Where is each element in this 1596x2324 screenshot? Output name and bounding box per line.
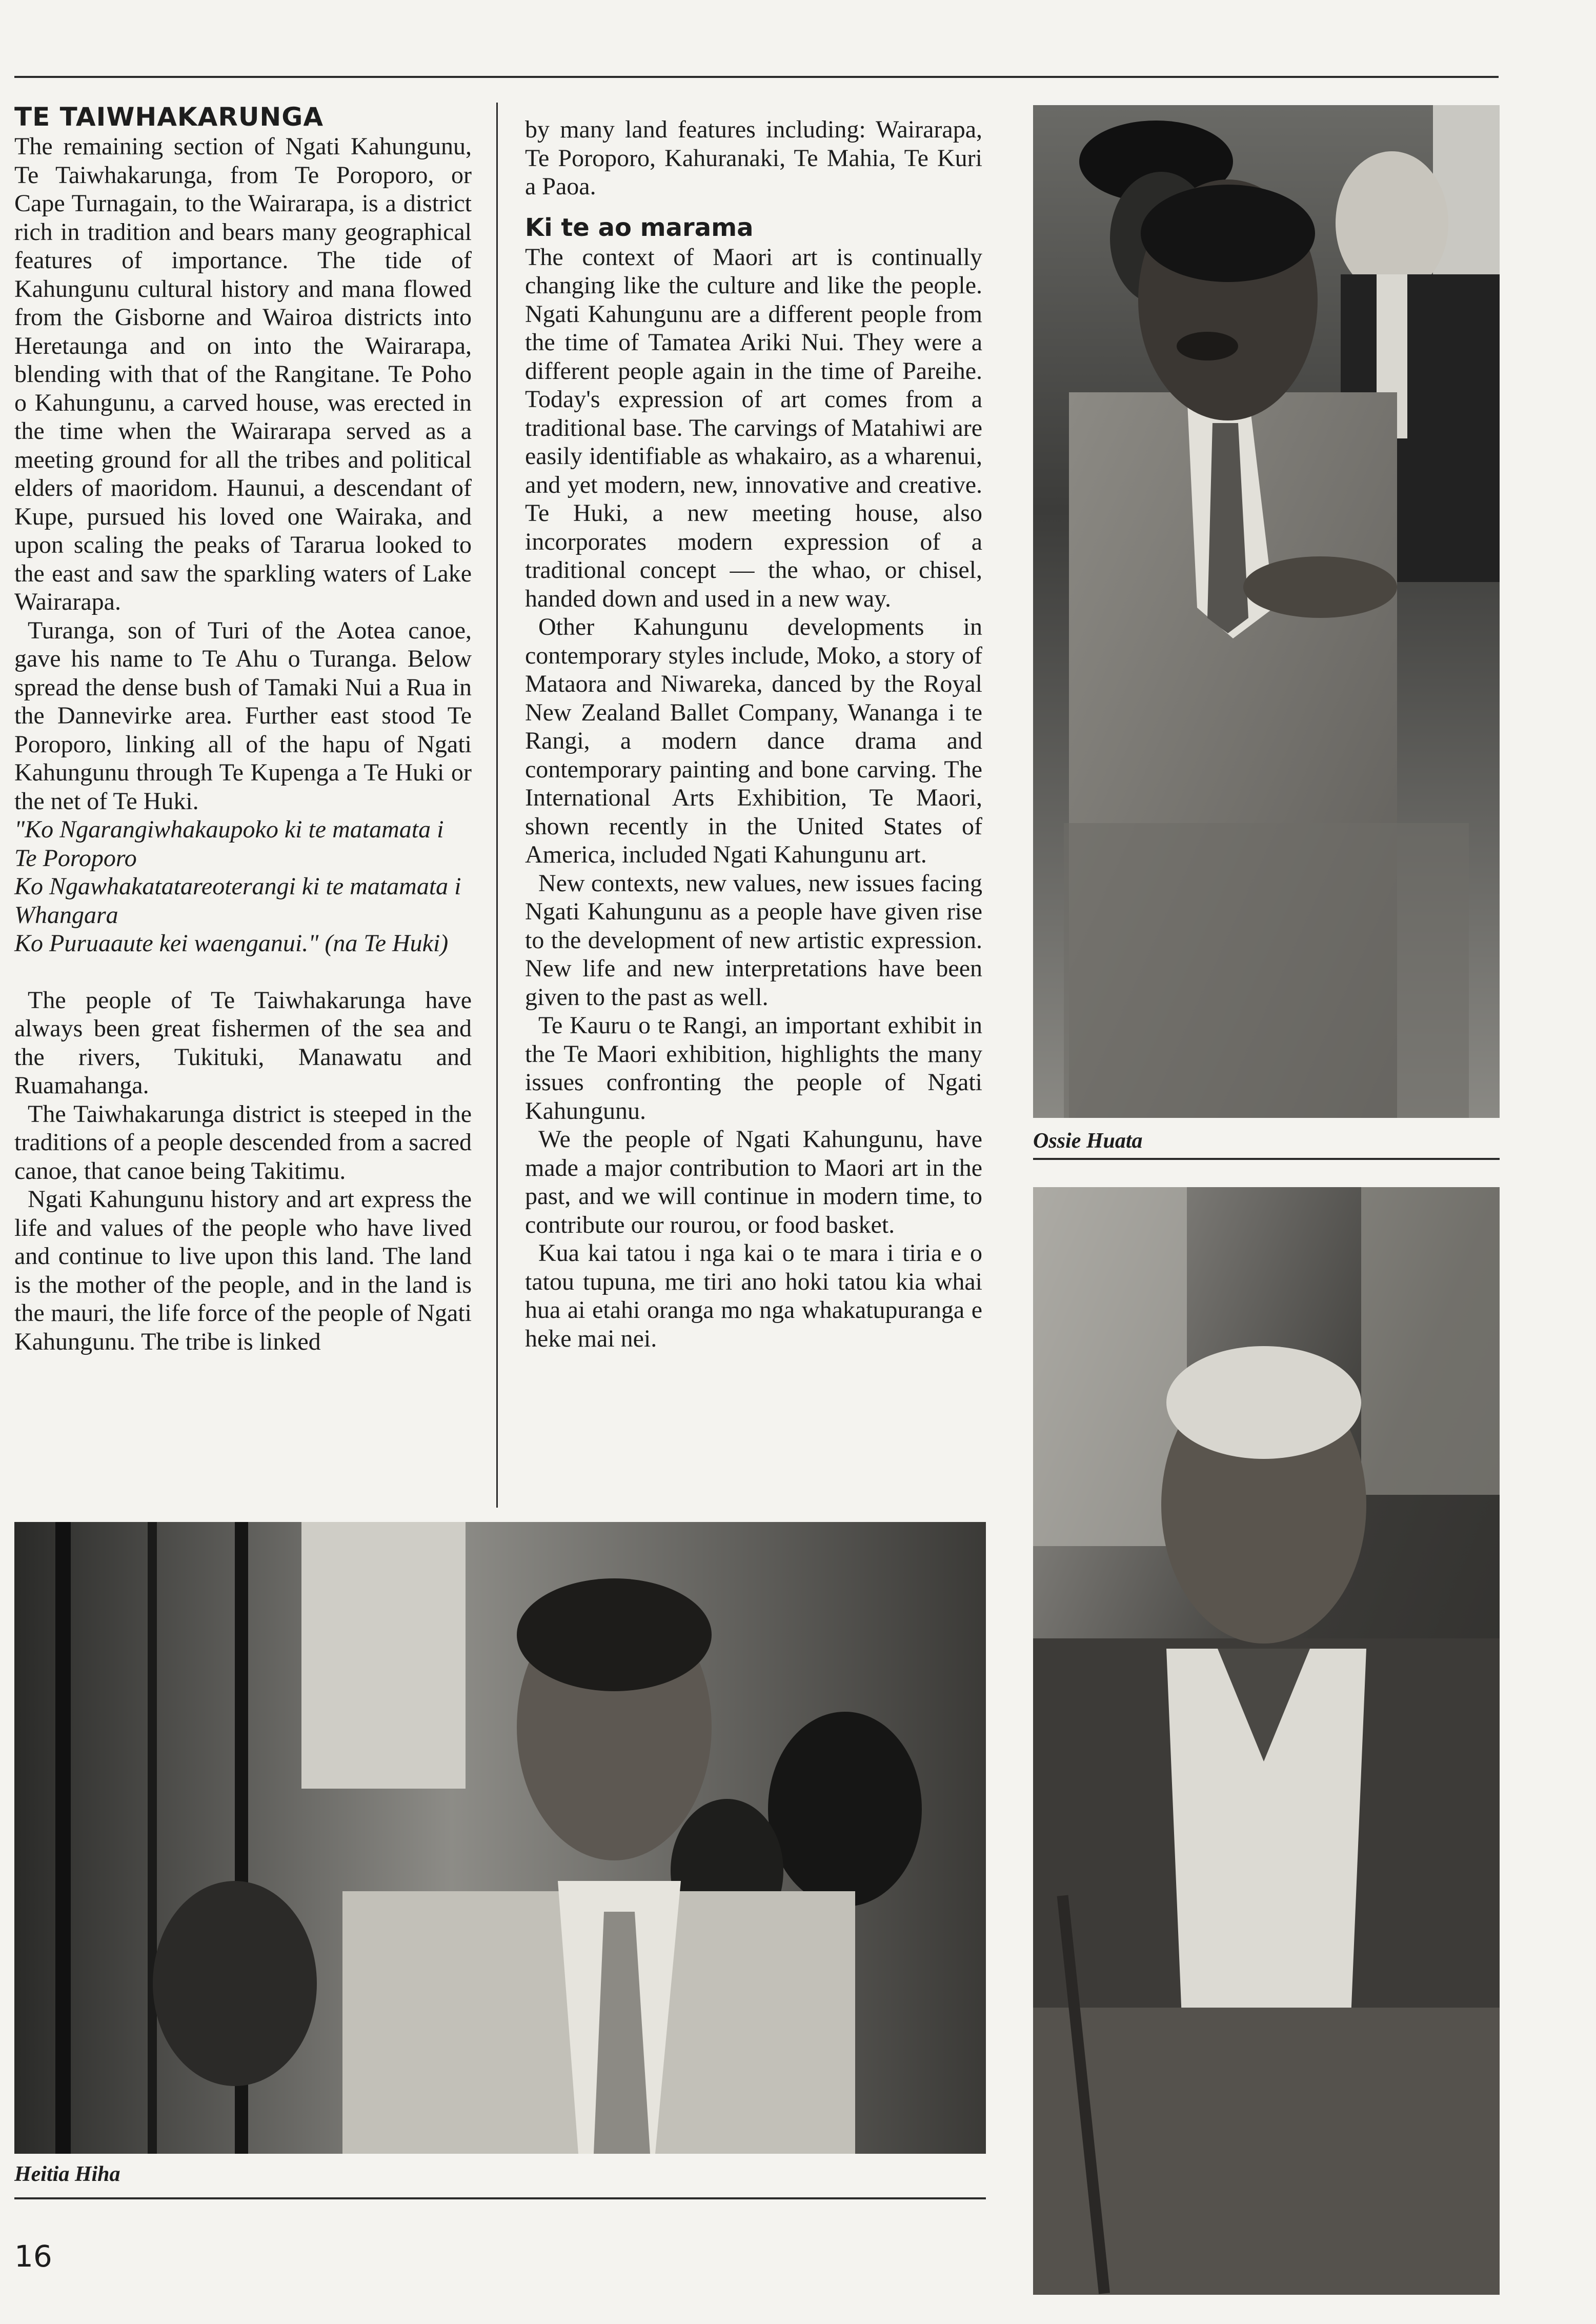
- photo-elder: [1033, 1187, 1500, 2295]
- caption-ossie-huata: Ossie Huata: [1033, 1129, 1143, 1153]
- page-number: 16: [14, 2239, 52, 2274]
- article-column-1: [14, 102, 472, 1356]
- caption-rule-left-bottom: [14, 2197, 986, 2199]
- paragraph: by many land features including: Wairarapa, Te Poroporo, Kahuranaki, Te Mahia, Te Kuri a Paoa.: [525, 116, 982, 200]
- verse-quote: "Ko Ngarangiwhakaupoko ki te matamata i Te Poroporo Ko Ngawhakatatareoterangi ki te matamata i Whangara Ko Puruaaute kei waenganui." (na Te Huki): [14, 816, 461, 957]
- caption-heitia-hiha: Heitia Hiha: [14, 2162, 120, 2186]
- column-divider: [496, 103, 498, 1508]
- paragraph: The Taiwhakarunga district is steeped in the traditions of a people descended from a sacred canoe, that canoe being Takitimu.: [14, 1100, 472, 1185]
- paragraph: New contexts, new values, new issues facing Ngati Kahungunu as a people have given rise to the development of new artistic expression. New life and new interpretations have been given to the past as well.: [525, 869, 982, 1011]
- paragraph: Other Kahungunu developments in contemporary styles include, Moko, a story of Mataora and Niwareka, danced by the Royal New Zealand Ballet Company, Wananga i te Rangi, a modern dance drama and contemporary painting and bone carving. The International Arts Exhibition, Te Maori, shown recently in the United States of America, included Ngati Kahungunu art.: [525, 613, 982, 868]
- top-rule: [14, 76, 1499, 78]
- photo-ossie-huata: [1033, 105, 1500, 1118]
- paragraph: The people of Te Taiwhakarunga have always been great fishermen of the sea and the rivers, Tukituki, Manawatu and Ruamahanga.: [14, 986, 472, 1099]
- paragraph: Kua kai tatou i nga kai o te mara i tiria e o tatou tupuna, me tiri ano hoki tatou kia whai hua ai etahi oranga mo nga whakatupuranga e heke mai nei.: [525, 1239, 982, 1352]
- paragraph: We the people of Ngati Kahungunu, have made a major contribution to Maori art in the past, and we will continue in modern time, to contribute our rourou, or food basket.: [525, 1126, 982, 1238]
- article-column-2: [525, 115, 982, 1353]
- subheading: Ki te ao marama: [525, 213, 754, 242]
- paragraph: The context of Maori art is continually changing like the culture and like the people. Ngati Kahungunu are a different people from the time of Tamatea Ariki Nui. They were a different people again in the time of Pareihe. Today's expression of art comes from a traditional base. The carvings of Matahiwi are easily identifiable as whakairo, as a wharenui, and yet modern, new, innovative and creative. Te Huki, a new meeting house, also incorporates modern expression of a traditional concept — the whao, or chisel, handed down and used in a new way.: [525, 243, 982, 612]
- section-heading: TE TAIWHAKARUNGA: [14, 102, 324, 132]
- paragraph: Te Kauru o te Rangi, an important exhibit in the Te Maori exhibition, highlights the many issues confronting the people of Ngati Kahungunu.: [525, 1012, 982, 1125]
- paragraph: The remaining section of Ngati Kahungunu, Te Taiwhakarunga, from Te Poroporo, or Cape Turnagain, to the Wairarapa, is a district rich in tradition and bears many geographical features of importance. The tide of Kahungunu cultural history and mana flowed from the Gisborne and Wairoa districts into Heretaunga and on into the Wairarapa, blending with that of the Rangitane. Te Poho o Kahungunu, a carved house, was erected in the time when the Wairarapa served as a meeting ground for all the tribes and political elders of maoridom. Haunui, a descendant of Kupe, pursued his loved one Wairaka, and upon scaling the peaks of Tararua looked to the east and saw the sparkling waters of Lake Wairarapa.: [14, 133, 472, 615]
- paragraph: Ngati Kahungunu history and art express the life and values of the people who have lived and continue to live upon this land. The land is the mother of the people, and in the land is the mauri, the life force of the people of Ngati Kahungunu. The tribe is linked: [14, 1186, 472, 1355]
- caption-rule-right-top: [1033, 1158, 1500, 1160]
- photo-heitia-hiha: [14, 1522, 986, 2154]
- paragraph: Turanga, son of Turi of the Aotea canoe, gave his name to Te Ahu o Turanga. Below spread the dense bush of Tamaki Nui a Rua in the Dannevirke area. Further east stood Te Poroporo, linking all of the hapu of Ngati Kahungunu through Te Kupenga a Te Huki or the net of Te Huki.: [14, 616, 472, 815]
